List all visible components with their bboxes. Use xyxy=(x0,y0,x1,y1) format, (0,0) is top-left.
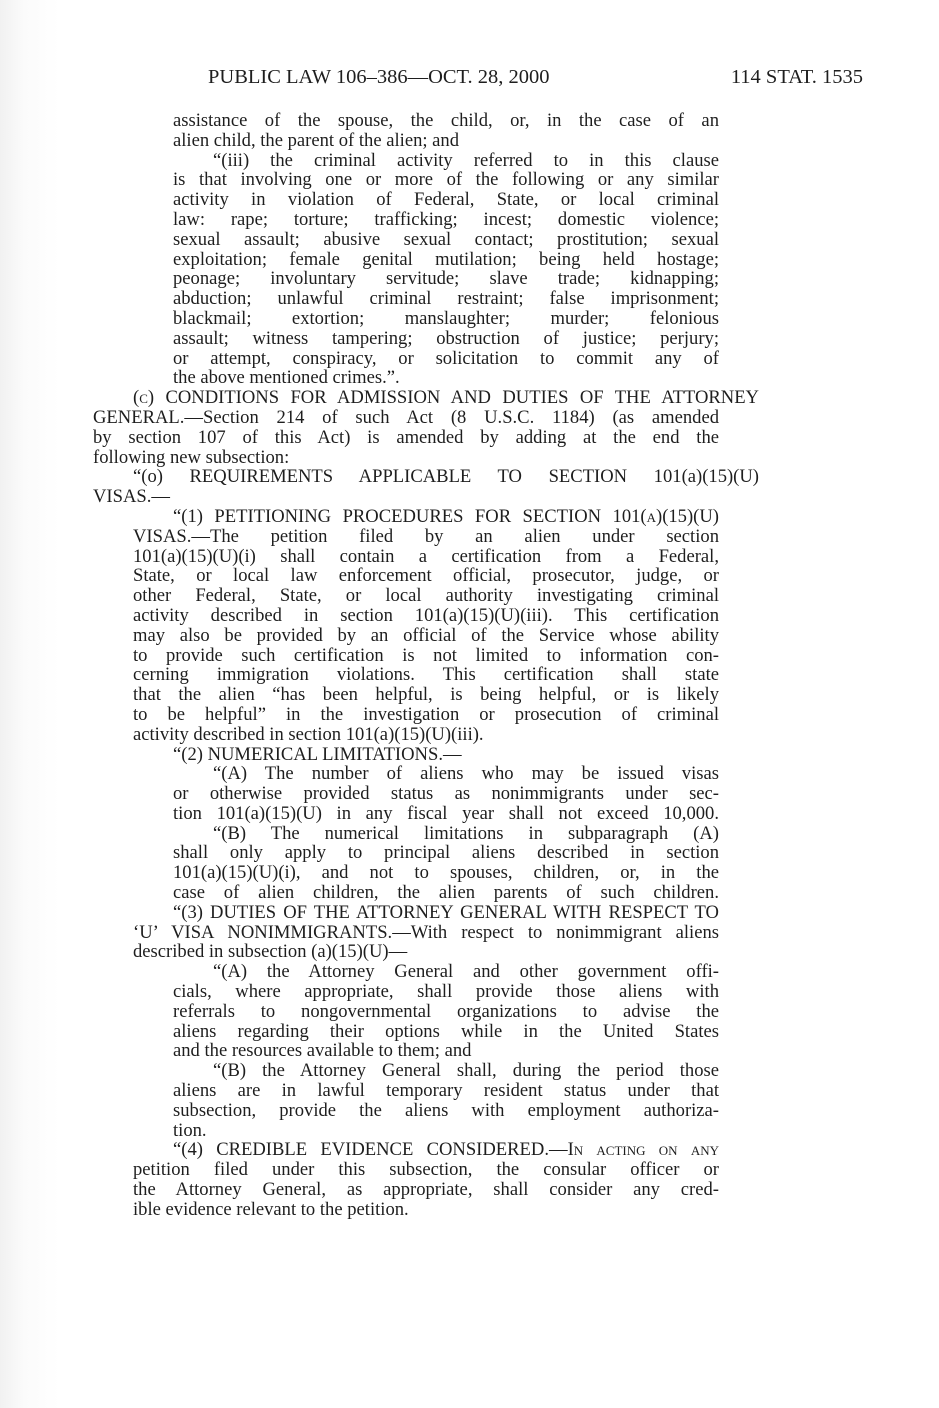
running-head: PUBLIC LAW 106–386—OCT. 28, 2000 xyxy=(208,66,550,88)
subsection-heading: “(o) REQUIREMENTS APPLICABLE TO SECTION 101(a)(15)(U) xyxy=(133,466,759,488)
text-line: abduction; unlawful criminal restraint; false imprisonment; xyxy=(173,288,719,310)
text-line: cials, where appropriate, shall provide those aliens with xyxy=(173,981,719,1003)
text-line: case of alien children, the alien parents of such children. xyxy=(173,882,719,904)
text-line: cerning immigration violations. This certification shall state xyxy=(133,664,719,686)
text-line: “(iii) the criminal activity referred to in this clause xyxy=(213,149,719,171)
text-line: 101(a)(15)(U)(i), and not to spouses, children, or, in the xyxy=(173,862,719,884)
text-line: assistance of the spouse, the child, or, in the case of an xyxy=(173,110,719,131)
text-line: is that involving one or more of the following or any similar xyxy=(173,169,719,191)
text-line: petition filed under this subsection, the consular officer or xyxy=(133,1159,719,1181)
statute-text xyxy=(93,110,759,1220)
text-line: activity described in section 101(a)(15)(U)(iii). This certification xyxy=(133,604,719,626)
text-line: to provide such certification is not limited to information con- xyxy=(133,644,719,666)
text-line: law: rape; torture; trafficking; incest; domestic violence; xyxy=(173,208,719,230)
text-line: by section 107 of this Act) is amended by adding at the end the xyxy=(93,426,719,448)
stat-page-number: 114 STAT. 1535 xyxy=(730,66,863,88)
text-line: “(A) the Attorney General and other government offi- xyxy=(213,961,719,983)
text-line: or otherwise provided status as nonimmigrants under sec- xyxy=(173,783,719,805)
text-line: blackmail; extortion; manslaughter; murder; felonious xyxy=(173,307,719,329)
text-line: following new subsection: xyxy=(93,446,290,468)
paragraph-heading: “(3) DUTIES OF THE ATTORNEY GENERAL WITH RESPECT TO xyxy=(173,901,719,923)
text-line: peonage; involuntary servitude; slave trade; kidnapping; xyxy=(173,268,719,290)
text-line: alien child, the parent of the alien; and xyxy=(173,129,460,151)
text-line: activity described in section 101(a)(15)(U)(iii). xyxy=(133,723,484,745)
text-line: GENERAL.—Section 214 of such Act (8 U.S.C. 1184) (as amended xyxy=(93,406,719,428)
text-line: referrals to nongovernmental organizations to advise the xyxy=(173,1000,719,1022)
text-line: tion 101(a)(15)(U) in any fiscal year shall not exceed 10,000. xyxy=(173,802,719,824)
text-line: exploitation; female genital mutilation; being held hostage; xyxy=(173,248,719,270)
text-line: assault; witness tampering; obstruction of justice; perjury; xyxy=(173,327,719,349)
text-line: other Federal, State, or local authority investigating criminal xyxy=(133,585,719,607)
text-line: aliens regarding their options while in the United States xyxy=(173,1020,719,1042)
text-line: “(B) the Attorney General shall, during the period those xyxy=(213,1060,719,1082)
text-line: “(A) The number of aliens who may be issued visas xyxy=(213,763,719,785)
text-line: “(B) The numerical limitations in subparagraph (A) xyxy=(213,822,719,844)
text-line: and the resources available to them; and xyxy=(173,1040,472,1062)
text-line: to be helpful” in the investigation or prosecution of criminal xyxy=(133,703,719,725)
text-line: VISAS.— xyxy=(93,486,170,508)
text-line: subsection, provide the aliens with employment authoriza- xyxy=(173,1099,719,1121)
text-line: State, or local law enforcement official, prosecutor, judge, or xyxy=(133,565,719,587)
page-header xyxy=(208,64,863,90)
text-line: the above mentioned crimes.”. xyxy=(173,367,400,389)
text-line: tion. xyxy=(173,1119,207,1141)
paragraph-heading: “(4) CREDIBLE EVIDENCE CONSIDERED.—In acting on any xyxy=(173,1139,719,1161)
text-line: that the alien “has been helpful, is being helpful, or is likely xyxy=(133,684,719,706)
text-line: may also be provided by an official of the Service whose ability xyxy=(133,624,719,646)
paragraph-heading: “(2) NUMERICAL LIMITATIONS.— xyxy=(173,743,462,765)
text-line: ible evidence relevant to the petition. xyxy=(133,1198,409,1220)
text-line: VISAS.—The petition filed by an alien under section xyxy=(133,525,719,547)
text-line: sexual assault; abusive sexual contact; prostitution; sexual xyxy=(173,228,719,250)
text-line: or attempt, conspiracy, or solicitation to commit any of xyxy=(173,347,719,369)
text-line: aliens are in lawful temporary resident status under that xyxy=(173,1080,719,1102)
text-line: described in subsection (a)(15)(U)— xyxy=(133,941,408,963)
text-line: ‘U’ VISA NONIMMIGRANTS.—With respect to nonimmigrant aliens xyxy=(133,921,719,943)
subsection-heading: (c) CONDITIONS FOR ADMISSION AND DUTIES OF THE ATTORNEY xyxy=(133,387,759,409)
text-line: 101(a)(15)(U)(i) shall contain a certification from a Federal, xyxy=(133,545,719,567)
text-line: the Attorney General, as appropriate, shall consider any cred- xyxy=(133,1179,719,1201)
paragraph-heading: “(1) PETITIONING PROCEDURES FOR SECTION 101(a)(15)(U) xyxy=(173,505,719,527)
text-line: shall only apply to principal aliens described in section xyxy=(173,842,719,864)
text-line: activity in violation of Federal, State, or local criminal xyxy=(173,189,719,211)
